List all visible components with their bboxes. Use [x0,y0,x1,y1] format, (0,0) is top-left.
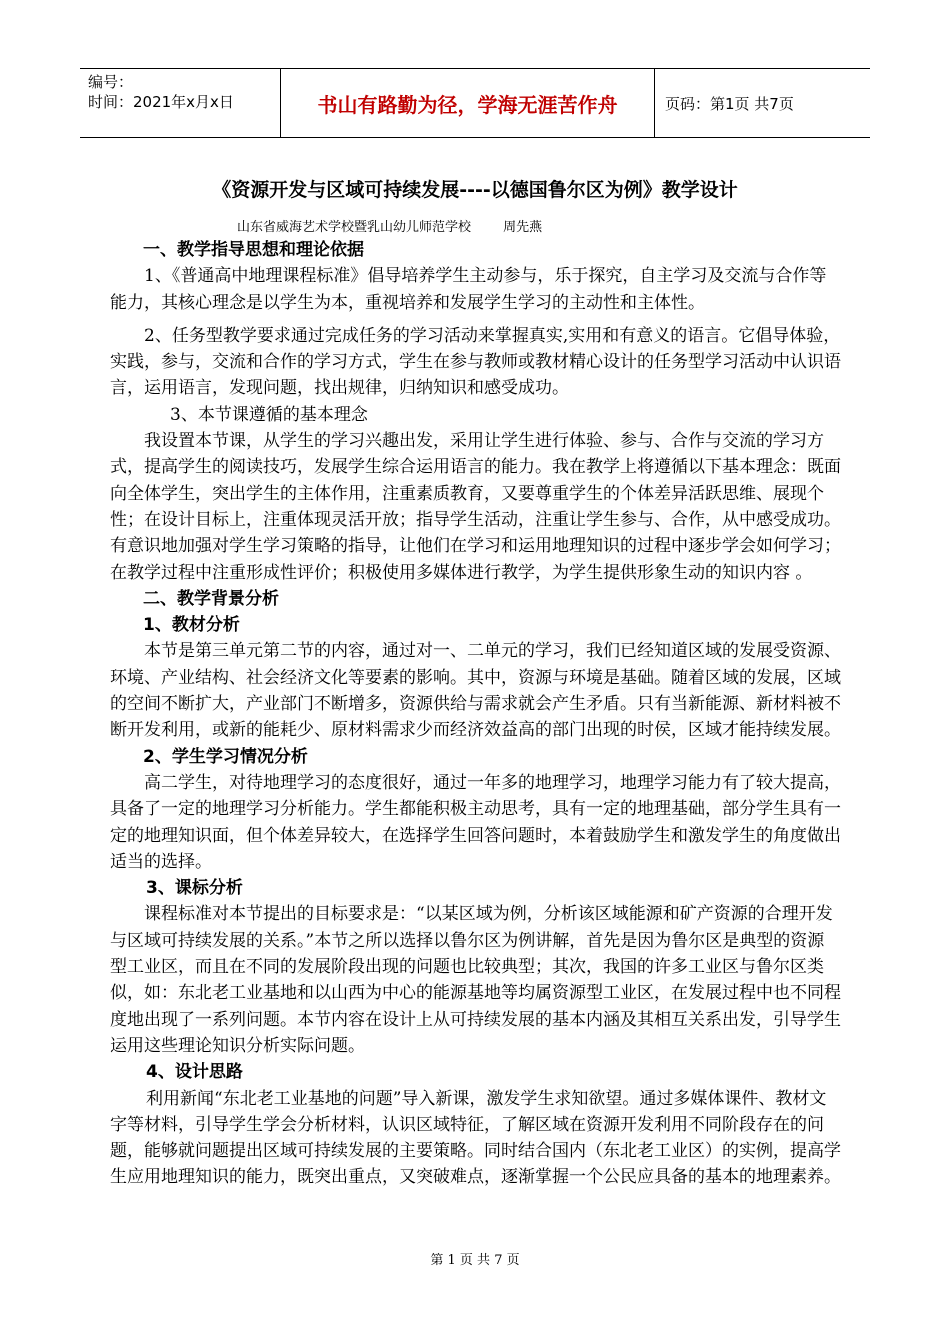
header-motto: 书山有路勤为径，学海无涯苦作舟 [281,69,655,137]
page-footer: 第 1 页 共 7 页 [430,1253,520,1268]
subsection-heading: 4、设计思路 [146,1062,243,1083]
header-info [80,69,281,137]
document-title: 《资源开发与区域可持续发展----以德国鲁尔区为例》教学设计 [212,179,738,201]
header-page-code: 页码：第1页 共7页 [665,94,794,113]
subsection-label: 3、本节课遵循的基本理念 [170,404,368,425]
date-label: 时间：2021年x月x日 [88,93,234,111]
paragraph: 利用新闻“东北老工业基地的问题”导入新课，激发学生求知欲望。通过多媒体课件、教材文字等材料，引导学生学会分析材料，认识区域特征，了解区域在资源开发利用不同阶段存在的问题，能够就问题提出区域可持续发展的主要策略。同时结合国内（东北老工业区）的实例，提高学生应用地理知识的能力，既突出重点，又突破难点，逐渐掌握一个公民应具备的基本的地理素养。 [110,1088,841,1188]
subsection-heading: 1、教材分析 [143,615,240,636]
paragraph: 本节是第三单元第二节的内容，通过对一、二单元的学习，我们已经知道区域的发展受资源、环境、产业结构、社会经济文化等要素的影响。其中，资源与环境是基础。随着区域的发展，区域的空间不断扩大，产业部门不断增多，资源供给与需求就会产生矛盾。只有当新能源、新材料被不断开发利用，或新的能耗少、原材料需求少而经济效益高的部门出现的时侯，区域才能持续发展。 [110,641,841,741]
paragraph: 2、任务型教学要求通过完成任务的学习活动来掌握真实,实用和有意义的语言。它倡导体验，实践，参与，交流和合作的学习方式，学生在参与教师或教材精心设计的任务型学习活动中认识语言，运用语言，发现问题，找出规律，归纳知识和感受成功。 [110,325,841,399]
subsection-heading: 3、课标分析 [146,878,243,899]
paragraph: 1、《普通高中地理课程标准》倡导培养学生主动参与，乐于探究，自主学习及交流与合作等能力，其核心理念是以学生为本，重视培养和发展学生学习的主动性和主体性。 [110,266,827,313]
serial-label: 编号： [88,73,134,91]
section-heading: 二、教学背景分析 [143,588,279,609]
subsection-heading: 2、学生学习情况分析 [143,746,308,767]
author-line [237,216,570,235]
document-body [110,237,841,1191]
section-heading: 一、教学指导思想和理论依据 [143,240,364,260]
paragraph: 我设置本节课，从学生的学习兴趣出发，采用让学生进行体验、参与、合作与交流的学习方式，提高学生的阅读技巧，发展学生综合运用语言的能力。我在教学上将遵循以下基本理念：既面向全体学生，突出学生的主体作用，注重素质教育，又要尊重学生的个体差异活跃思维、展现个性；在设计目标上，注重体现灵活开放；指导学生活动，注重让学生参与、合作，从中感受成功。有意识地加强对学生学习策略的指导，让他们在学习和运用地理知识的过程中逐步学会如何学习；在教学过程中注重形成性评价；积极使用多媒体进行教学，为学生提供形象生动的知识内容 。 [110,431,841,583]
paragraph: 高二学生，对待地理学习的态度很好，通过一年多的地理学习，地理学习能力有了较大提高，具备了一定的地理学习分析能力。学生都能积极主动思考，具有一定的地理基础，部分学生具有一定的地理知识面，但个体差异较大，在选择学生回答问题时，本着鼓励学生和激发学生的角度做出适当的选择。 [110,772,841,872]
page-header [80,68,870,138]
paragraph: 课程标准对本节提出的目标要求是：“以某区域为例，分析该区域能源和矿产资源的合理开发与区域可持续发展的关系。”本节之所以选择以鲁尔区为例讲解，首先是因为鲁尔区是典型的资源型工业区，而且在不同的发展阶段出现的问题也比较典型；其次，我国的许多工业区与鲁尔区类似，如：东北老工业基地和以山西为中心的能源基地等均属资源型工业区，在发展过程中也不同程度地出现了一系列问题。本节内容在设计上从可持续发展的基本内涵及其相互关系出发，引导学生运用这些理论知识分析实际问题。 [110,904,841,1056]
school-name: 山东省威海艺术学校暨乳山幼儿师范学校 [237,220,472,235]
author-name: 周先燕 [503,220,543,235]
